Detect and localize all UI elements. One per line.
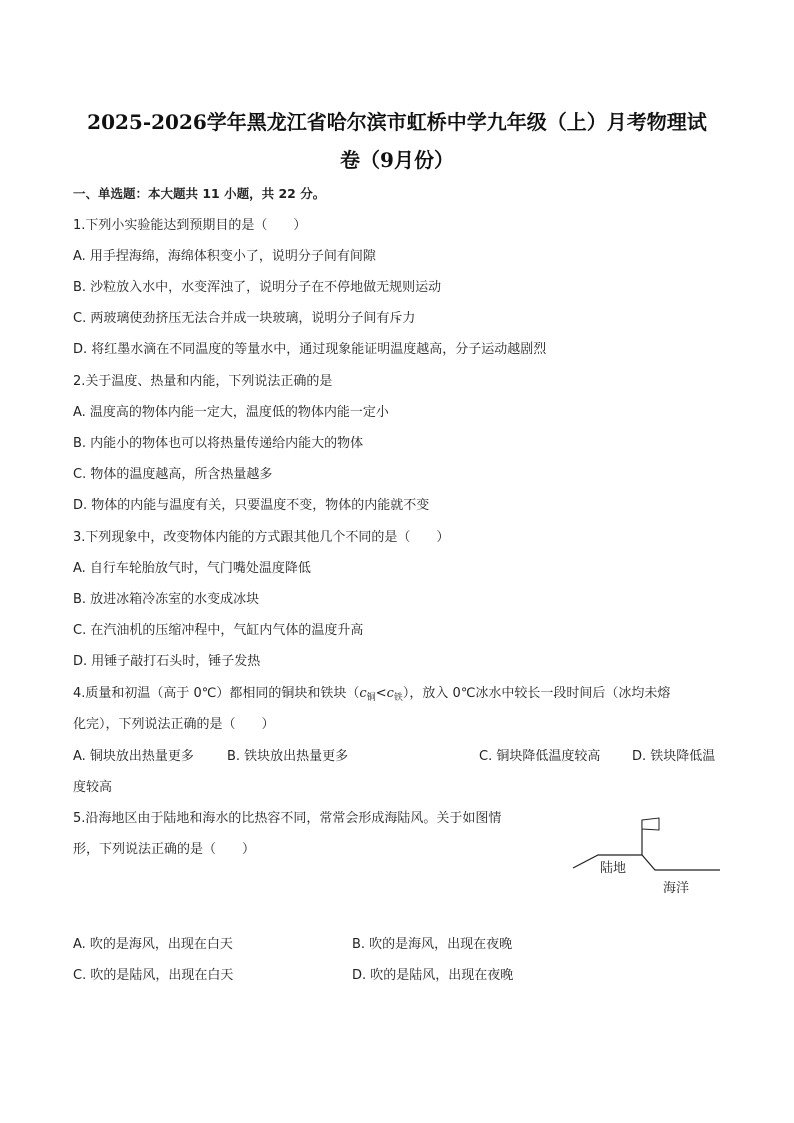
land-label: 陆地: [600, 861, 627, 876]
q5-option-d: D. 吹的是陆风，出现在夜晚: [352, 968, 514, 983]
q3-option-d: D. 用锤子敲打石头时，锤子发热: [73, 654, 261, 669]
exam-title-line1: 2025-2026学年黑龙江省哈尔滨市虹桥中学九年级（上）月考物理试: [87, 110, 707, 134]
q1-option-a: A. 用手捏海绵，海绵体积变小了，说明分子间有间隙: [73, 249, 376, 264]
q4-stem-line2: 化完），下列说法正确的是（ ）: [73, 717, 275, 732]
section-heading: 一、单选题：本大题共 11 小题，共 22 分。: [73, 186, 326, 201]
shoreline: [573, 855, 720, 870]
q4-option-d-continued: 度较高: [73, 780, 113, 795]
q3-option-b: B. 放进冰箱冷冻室的水变成冰块: [73, 592, 260, 607]
q5-option-b: B. 吹的是海风，出现在夜晚: [352, 937, 513, 952]
copper-subscript: 铜: [366, 693, 376, 703]
c-symbol-2: c: [386, 686, 394, 701]
q3-option-a: A. 自行车轮胎放气时，气门嘴处温度降低: [73, 561, 311, 576]
q4-stem-before: 4.质量和初温（高于 0℃）都相同的铜块和铁块（: [73, 686, 360, 701]
q4-option-a: A. 铜块放出热量更多: [73, 749, 194, 764]
less-than-sign: <: [375, 686, 387, 701]
q5-stem-line1: 5.沿海地区由于陆地和海水的比热容不同，常常会形成海陆风。关于如图情: [73, 811, 502, 826]
sea-label: 海洋: [663, 881, 690, 896]
q2-option-a: A. 温度高的物体内能一定大，温度低的物体内能一定小: [73, 405, 389, 420]
flag-icon: [642, 818, 659, 830]
q1-option-c: C. 两玻璃使劲挤压无法合并成一块玻璃，说明分子间有斥力: [73, 311, 416, 326]
exam-title-line2: 卷（9月份）: [340, 148, 454, 172]
q5-option-c: C. 吹的是陆风，出现在白天: [73, 968, 234, 983]
q2-option-d: D. 物体的内能与温度有关，只要温度不变，物体的内能就不变: [73, 498, 430, 513]
q5-option-a: A. 吹的是海风，出现在白天: [73, 937, 233, 952]
q5-stem-line2: 形，下列说法正确的是（ ）: [73, 842, 256, 857]
q4-option-b: B. 铁块放出热量更多: [227, 749, 349, 764]
q2-option-b: B. 内能小的物体也可以将热量传递给内能大的物体: [73, 436, 364, 451]
iron-subscript: 铁: [393, 693, 403, 703]
q3-option-c: C. 在汽油机的压缩冲程中，气缸内气体的温度升高: [73, 623, 364, 638]
sea-land-breeze-diagram: [570, 812, 730, 902]
q1-option-b: B. 沙粒放入水中，水变浑浊了，说明分子在不停地做无规则运动: [73, 280, 442, 295]
q4-stem-after: ），放入 0℃冰水中较长一段时间后（冰均未熔: [402, 686, 671, 701]
q1-option-d: D. 将红墨水滴在不同温度的等量水中，通过现象能证明温度越高，分子运动越剧烈: [73, 342, 547, 357]
c-symbol: c: [359, 686, 367, 701]
q2-option-c: C. 物体的温度越高，所含热量越多: [73, 467, 273, 482]
q1-stem: 1.下列小实验能达到预期目的是（ ）: [73, 218, 307, 233]
q2-stem: 2.关于温度、热量和内能，下列说法正确的是: [73, 374, 333, 389]
q3-stem: 3.下列现象中，改变物体内能的方式跟其他几个不同的是（ ）: [73, 530, 450, 545]
q4-stem-line1: [73, 686, 670, 703]
q4-option-d: D. 铁块降低温: [632, 749, 716, 764]
q4-option-c: C. 铜块降低温度较高: [479, 749, 601, 764]
